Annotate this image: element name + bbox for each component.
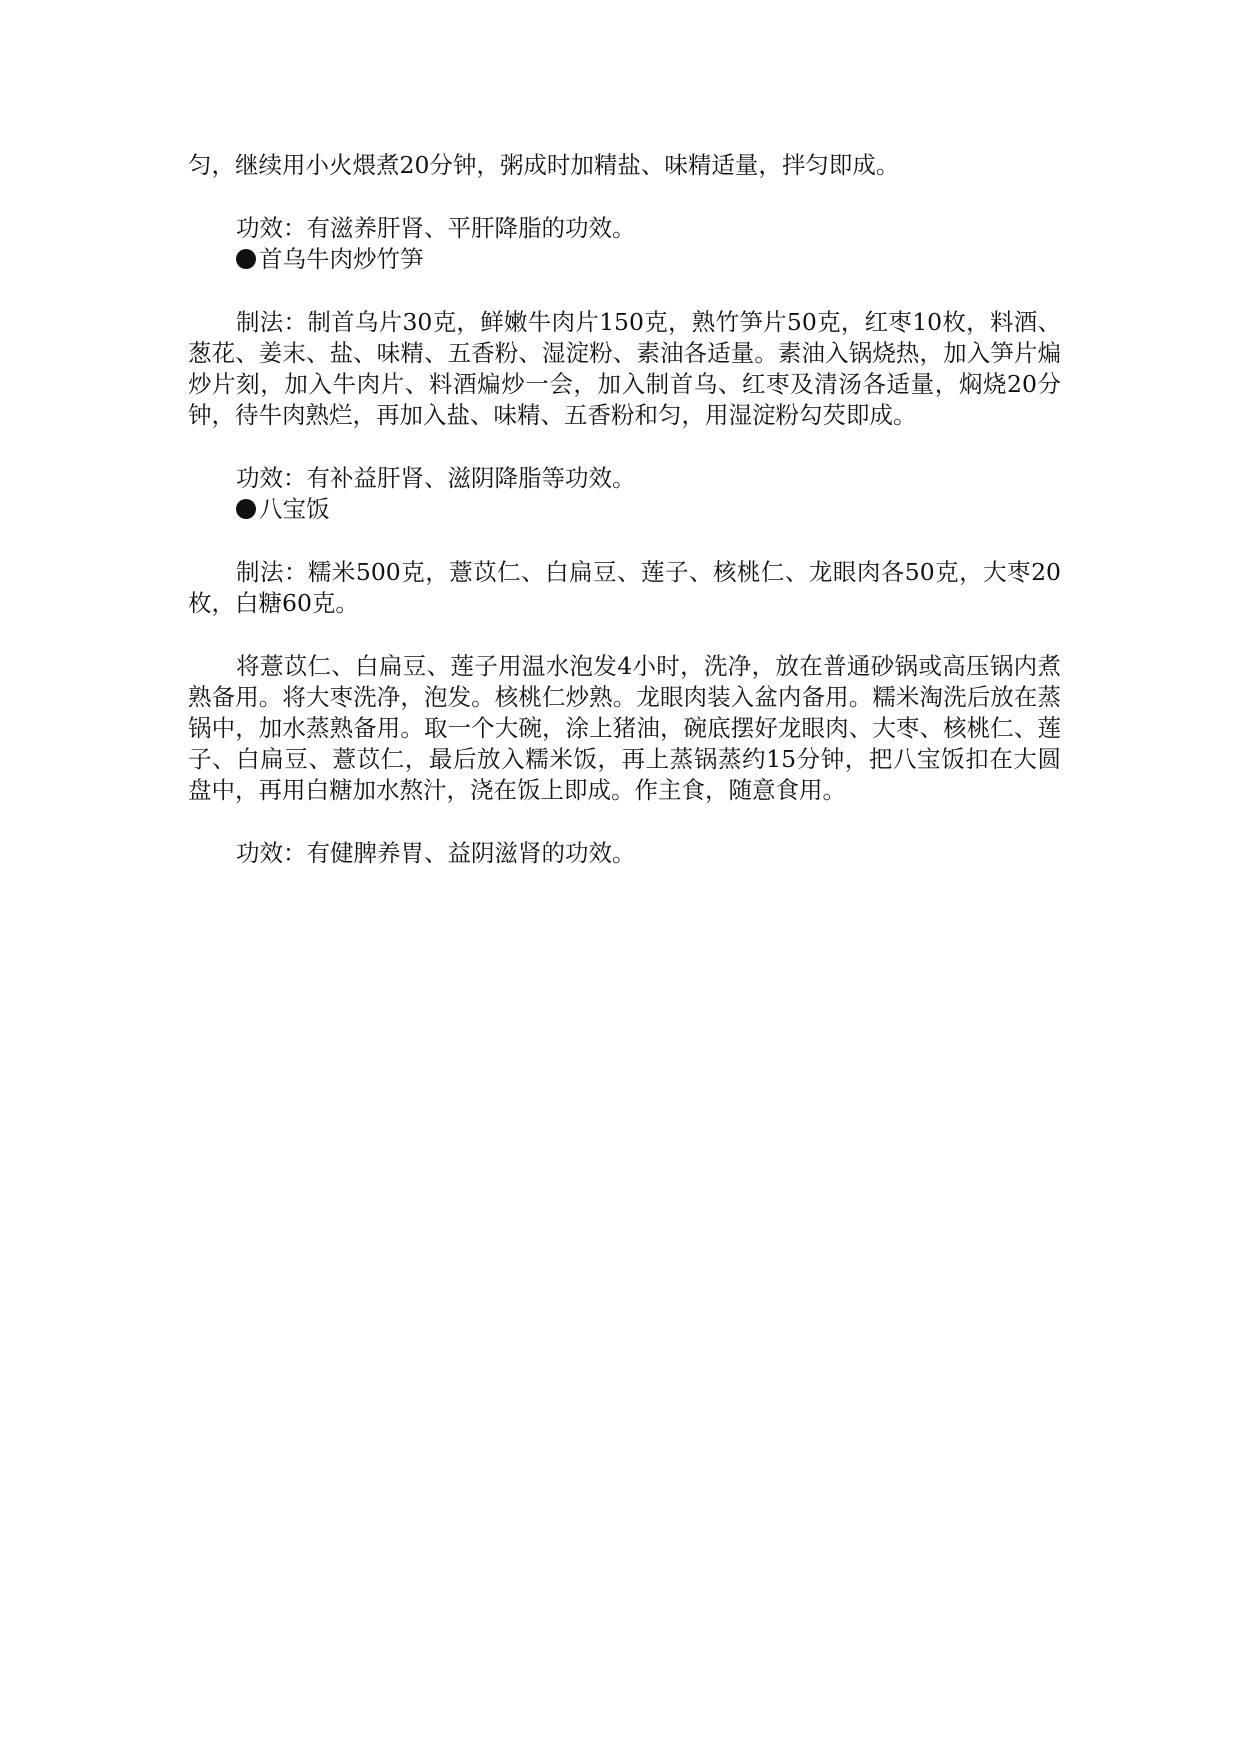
paragraph-method-2: 制法：糯米500克，薏苡仁、白扁豆、莲子、核桃仁、龙眼肉各50克，大枣20枚，白糖60克。 [188, 558, 1061, 617]
paragraph-efficacy-2: 功效：有补益肝肾、滋阴降脂等功效。 [236, 464, 636, 492]
bullet-icon [236, 499, 256, 519]
recipe-heading-2 [188, 494, 1061, 525]
paragraph-method-1: 制法：制首乌片30克，鲜嫩牛肉片150克，熟竹笋片50克，红枣10枚，料酒、葱花、姜末、盐、味精、五香粉、湿淀粉、素油各适量。素油入锅烧热，加入笋片煸炒片刻，加入牛肉片、料酒煸炒一会，加入制首乌、红枣及清汤各适量，焖烧20分钟，待牛肉熟烂，再加入盐、味精、五香粉和匀，用湿淀粉勾芡即成。 [188, 308, 1061, 429]
paragraph-efficacy-1: 功效：有滋养肝肾、平肝降脂的功效。 [236, 214, 636, 242]
paragraph-continuation: 匀，继续用小火煨煮20分钟，粥成时加精盐、味精适量，拌匀即成。 [188, 151, 900, 179]
document-page [188, 150, 1061, 869]
paragraph-efficacy-3: 功效：有健脾养胃、益阴滋肾的功效。 [236, 839, 636, 867]
recipe-heading-1 [188, 244, 1061, 275]
recipe-title-2: 八宝饭 [259, 495, 330, 523]
recipe-title-1: 首乌牛肉炒竹笋 [259, 245, 424, 273]
bullet-icon [236, 249, 256, 269]
paragraph-steps-2: 将薏苡仁、白扁豆、莲子用温水泡发4小时，洗净，放在普通砂锅或高压锅内煮熟备用。将大枣洗净，泡发。核桃仁炒熟。龙眼肉装入盆内备用。糯米淘洗后放在蒸锅中，加水蒸熟备用。取一个大碗，涂上猪油，碗底摆好龙眼肉、大枣、核桃仁、莲子、白扁豆、薏苡仁，最后放入糯米饭，再上蒸锅蒸约15分钟，把八宝饭扣在大圆盘中，再用白糖加水熬汁，浇在饭上即成。作主食，随意食用。 [188, 652, 1061, 804]
